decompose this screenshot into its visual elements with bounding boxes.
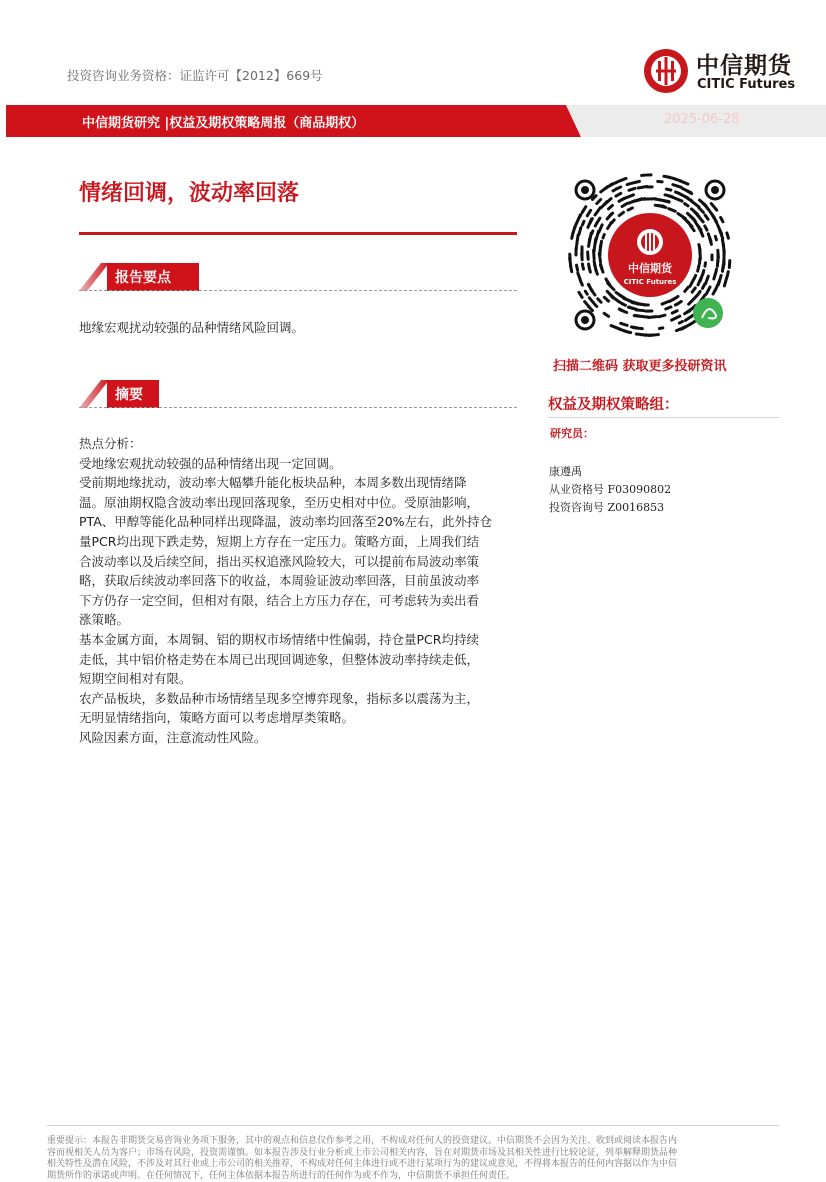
body-line: 风险因素方面，注意流动性风险。: [79, 728, 525, 748]
body-line: 受前期地缘扰动，波动率大幅攀升能化板块品种，本周多数出现情绪降: [79, 473, 525, 493]
disclaimer: [47, 1136, 782, 1182]
body-line: 温。原油期权隐含波动率出现回落现象，至历史相对中位。受原油影响，: [79, 493, 525, 513]
key-points-text: 地缘宏观扰动较强的品种情绪风险回调。: [79, 318, 304, 336]
title-divider: [79, 232, 517, 235]
body-line: PTA、甲醇等能化品种同样出现降温，波动率均回落至20%左右，此外持仓: [79, 512, 525, 532]
researcher-label: 研究员：: [550, 425, 594, 441]
citic-emblem-icon: [642, 47, 690, 95]
mini-program-icon: [693, 298, 723, 328]
abstract-body: [79, 434, 525, 748]
footer-divider: [47, 1125, 779, 1126]
qr-center-emblem-icon: [637, 229, 663, 255]
license-label: 从业资格号: [549, 483, 604, 496]
body-line: 热点分析：: [79, 434, 525, 454]
analyst-name: 康遵禹: [549, 463, 671, 481]
report-banner: [6, 105, 826, 137]
analyst-license: [549, 481, 671, 499]
page-title: 情绪回调，波动率回落: [79, 176, 299, 207]
body-line: 量PCR均出现下跌走势，短期上方存在一定压力。策略方面，上周我们结: [79, 532, 525, 552]
qr-code[interactable]: [565, 170, 735, 340]
body-line: 涨策略。: [79, 610, 525, 630]
body-line: 走低，其中铝价格走势在本周已出现回调迹象，但整体波动率持续走低，: [79, 650, 525, 670]
section-divider: [79, 407, 517, 408]
advisory-label: 投资咨询号: [549, 501, 604, 514]
banner-title: 中信期货研究 |权益及期权策略周报（商品期权）: [82, 112, 364, 131]
section-divider: [79, 290, 517, 291]
qr-center-en: CITIC Futures: [624, 278, 677, 286]
qr-caption: 扫描二维码 获取更多投研资讯: [553, 355, 727, 374]
disclaimer-line: 期货所作的承诺或声明。在任何情况下，任何主体依据本报告所进行的任何作为或不作为，中信期货不承担任何责任。: [47, 1171, 782, 1182]
advisory-number: Z0016853: [608, 501, 665, 514]
qr-center-cn: 中信期货: [628, 261, 673, 275]
qualification-text: 投资咨询业务资格：证监许可【2012】669号: [67, 66, 323, 84]
disclaimer-line: 容而视相关人员为客户；市场有风险，投资需谨慎。如本报告涉及行业分析或上市公司相关内容，旨在对期货市场及其相关性进行比较论证，列举解释期货品种: [47, 1148, 782, 1160]
disclaimer-line: 重要提示：本报告非期货交易咨询业务项下服务，其中的观点和信息仅作参考之用，不构成对任何人的投资建议。中信期货不会因为关注、收到或阅读本报告内: [47, 1136, 782, 1148]
report-date: 2025-06-28: [664, 112, 740, 127]
section-key-points-label: 报告要点: [115, 267, 171, 287]
body-line: 略，获取后续波动率回落下的收益，本周验证波动率回落，目前虽波动率: [79, 571, 525, 591]
license-number: F03090802: [608, 483, 672, 496]
analyst-advisory: [549, 499, 671, 517]
analyst-info: [549, 463, 671, 517]
logo-english-name: CITIC Futures: [697, 77, 795, 92]
body-line: 农产品板块，多数品种市场情绪呈现多空博弈现象，指标多以震荡为主，: [79, 689, 525, 709]
section-abstract-label: 摘要: [115, 384, 143, 404]
body-line: 下方仍存一定空间，但相对有限，结合上方压力存在，可考虑转为卖出看: [79, 591, 525, 611]
team-name: 权益及期权策略组：: [548, 393, 679, 414]
body-line: 受地缘宏观扰动较强的品种情绪出现一定回调。: [79, 454, 525, 474]
section-abstract: [79, 380, 517, 410]
logo-chinese-name: 中信期货: [696, 47, 792, 80]
body-line: 基本金属方面，本周铜、铝的期权市场情绪中性偏弱，持仓量PCR均持续: [79, 630, 525, 650]
body-line: 合波动率以及后续空间，指出买权追涨风险较大，可以提前布局波动率策: [79, 552, 525, 572]
section-key-points: [79, 263, 517, 293]
body-line: 短期空间相对有限。: [79, 669, 525, 689]
citic-futures-logo: [642, 44, 812, 100]
team-divider: [548, 417, 780, 418]
disclaimer-line: 相关特性及潜在风险，不涉及对其行业或上市公司的相关推荐，不构成对任何主体进行或不进行某项行为的建议或意见，不得将本报告的任何内容据以作为中信: [47, 1159, 782, 1171]
body-line: 无明显情绪指向，策略方面可以考虑增厚类策略。: [79, 708, 525, 728]
